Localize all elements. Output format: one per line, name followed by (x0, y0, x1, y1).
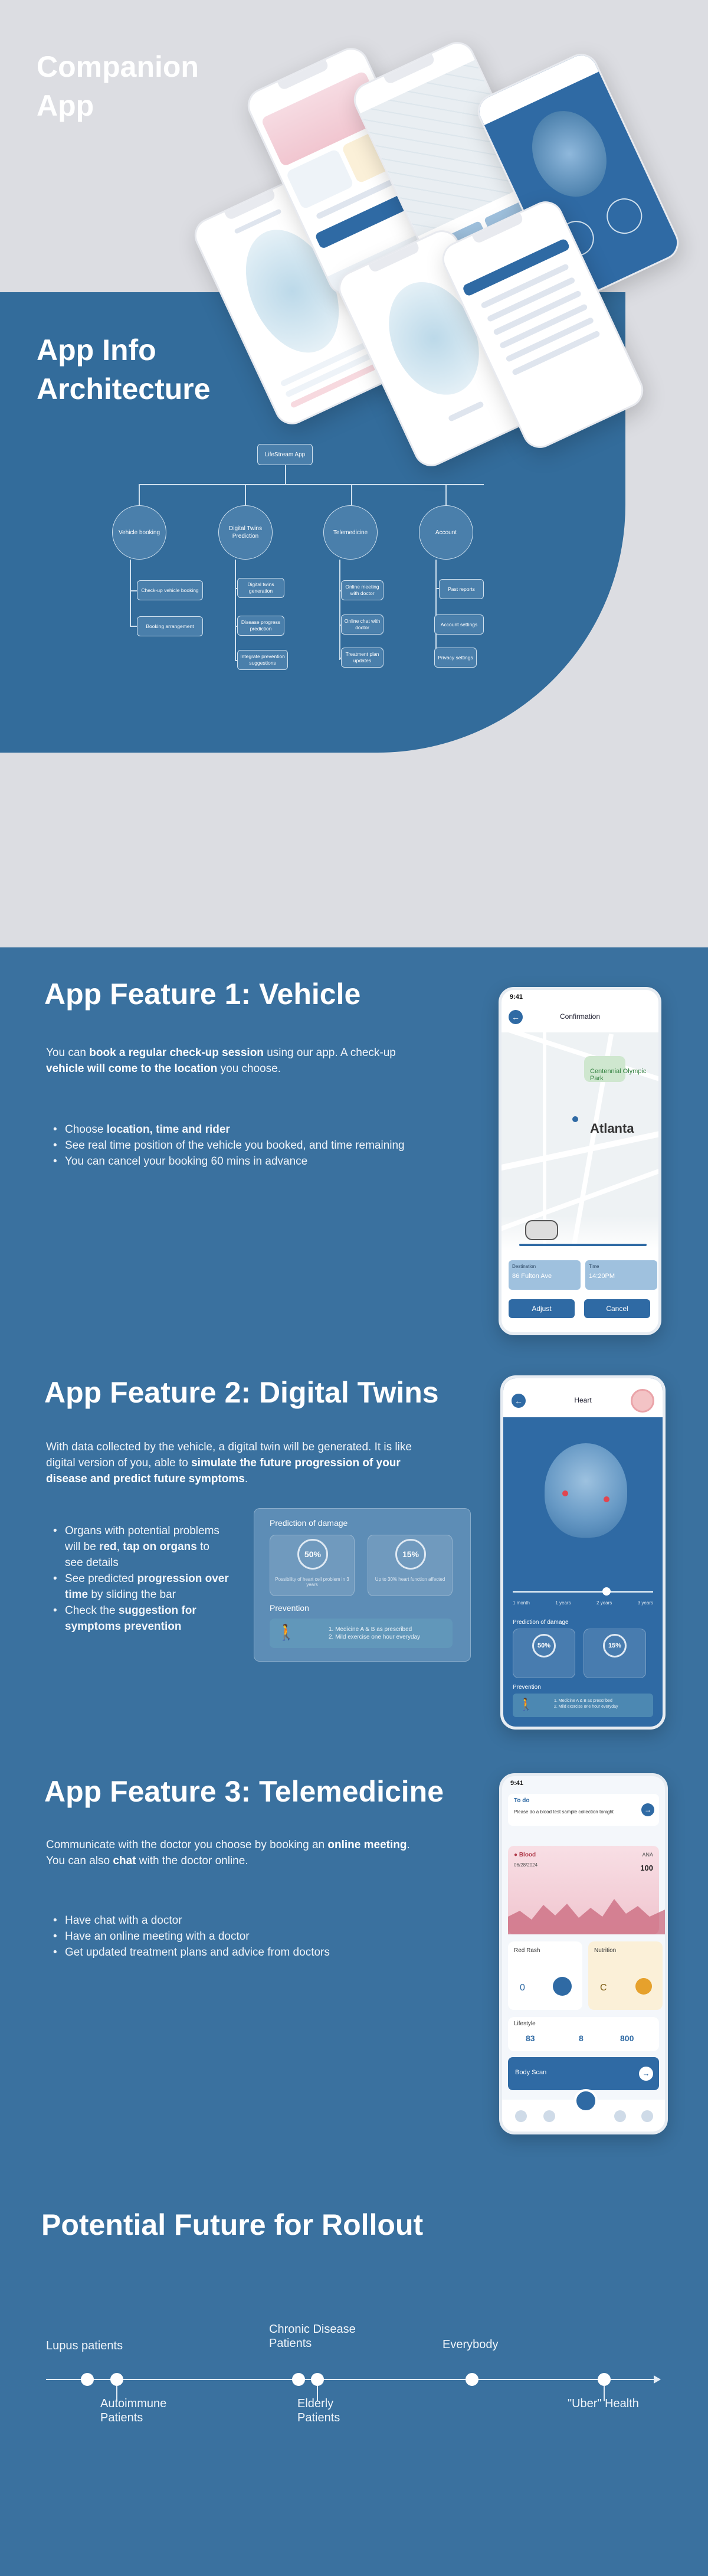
milestone-label: Everybody (442, 2338, 499, 2351)
nav-icon[interactable] (641, 2110, 653, 2122)
ia-leaf: Account settings (434, 614, 484, 635)
milestone-dot (110, 2373, 123, 2386)
ia-node-vehicle-booking: Vehicle booking (112, 505, 166, 560)
ia-root-node: LifeStream App (257, 444, 313, 465)
milestone-label: Lupus patients (46, 2339, 123, 2352)
milestone-label: Elderly Patients (297, 2397, 340, 2424)
face-icon (553, 1977, 572, 1996)
nav-icon[interactable] (543, 2110, 555, 2122)
heart-3d-model[interactable] (545, 1443, 627, 1538)
walking-icon: 🚶 (519, 1698, 533, 1711)
damage-percent-ring: 50% (297, 1539, 328, 1570)
ia-node-account: Account (419, 505, 473, 560)
prevention-box: 🚶 1. Medicine A & B as prescribed 2. Mild exercise one hour everyday (513, 1694, 653, 1717)
milestone-dot (292, 2373, 305, 2386)
list-item: • Check the suggestion for symptoms prevention (46, 1603, 229, 1634)
home-car-icon[interactable] (574, 2089, 598, 2113)
prevention-heading: Prevention (270, 1603, 309, 1613)
bottom-nav (502, 2100, 665, 2132)
damage-percent-ring: 15% (395, 1539, 426, 1570)
blood-trend-chart (508, 1887, 665, 1934)
arrow-right-icon[interactable]: → (639, 2067, 653, 2081)
slider-handle[interactable] (602, 1587, 611, 1596)
ia-leaf: Check-up vehicle booking (137, 580, 203, 600)
status-bar-time: 9:41 (510, 993, 523, 1001)
body-scan-button[interactable]: Body Scan → (508, 2057, 659, 2090)
milestone-dot (81, 2373, 94, 2386)
vehicle-phone-screen (499, 987, 661, 1335)
nutrition-card[interactable]: Nutrition C (588, 1941, 663, 2010)
map-city-label: Atlanta (590, 1121, 634, 1136)
milestone-label: "Uber" Health (568, 2397, 639, 2410)
ia-leaf: Past reports (439, 579, 484, 599)
prediction-tile: 15% (584, 1629, 646, 1678)
list-item: • You can cancel your booking 60 mins in advance (46, 1153, 412, 1169)
feature3-title: App Feature 3: Telemedicine (44, 1775, 444, 1808)
prediction-tile: 50% (513, 1629, 575, 1678)
feature1-bullets (46, 1122, 412, 1169)
ia-leaf: Booking arrangement (137, 616, 203, 636)
destination-field[interactable]: Destination 86 Fulton Ave (509, 1260, 581, 1290)
prediction-card (254, 1508, 471, 1662)
time-field[interactable]: Time 14:20PM (585, 1260, 657, 1290)
milestone-label: Chronic Disease Patients (269, 2323, 356, 2350)
list-item: • Get updated treatment plans and advice from doctors (46, 1944, 412, 1960)
red-rash-card[interactable]: Red Rash 0 (508, 1941, 582, 2010)
back-arrow-icon[interactable]: ← (512, 1394, 526, 1408)
orange-icon (635, 1978, 652, 1995)
map-park-label: Centennial Olympic Park (590, 1068, 647, 1082)
rollout-title: Potential Future for Rollout (41, 2208, 424, 2241)
heart-phone-screen: ← Heart 1 month 1 years 2 years 3 years Prediction of damage 50% 15% Prevention 🚶 1. Medicine A & B as prescribed 2. Mild exercise one hour everyday (500, 1375, 666, 1730)
list-item: • Choose location, time and rider (46, 1122, 412, 1137)
list-item: • Organs with potential problems will be red, tap on organs to see details (46, 1523, 229, 1571)
screen-header: Heart (574, 1396, 592, 1404)
prediction-tile: 15% Up to 30% heart function affected (368, 1535, 453, 1596)
milestone-dot (311, 2373, 324, 2386)
feature1-title: App Feature 1: Vehicle (44, 978, 361, 1011)
vehicle-map[interactable] (502, 1032, 658, 1251)
timeline-arrow-icon (654, 2375, 661, 2384)
todo-card[interactable]: To do Please do a blood test sample collection tonight → (508, 1794, 659, 1826)
list-item: • See predicted progression over time by sliding the bar (46, 1571, 229, 1603)
ia-leaf: Disease progress prediction (237, 616, 284, 636)
ia-title: App Info Architecture (37, 334, 211, 406)
nav-icon[interactable] (614, 2110, 626, 2122)
cancel-button[interactable]: Cancel (584, 1299, 650, 1318)
ia-node-digital-twins: Digital Twins Prediction (218, 505, 273, 560)
list-item: • Have an online meeting with a doctor (46, 1928, 412, 1944)
ia-leaf: Treatment plan updates (341, 648, 384, 668)
nav-icon[interactable] (515, 2110, 527, 2122)
ia-leaf: Integrate prevention suggestions (237, 650, 288, 670)
hero-section (0, 0, 708, 947)
blood-drop-icon: ● Blood (514, 1852, 536, 1858)
phone-mockups-cluster (195, 35, 702, 460)
blood-card[interactable]: ● Blood 06/28/2024 ANA 100 (508, 1846, 659, 1934)
back-arrow-icon[interactable]: ← (509, 1010, 523, 1024)
prediction-tile: 50% Possibility of heart cell problem in 3 years (270, 1535, 355, 1596)
milestone-dot (598, 2373, 611, 2386)
vehicle-icon (525, 1220, 558, 1240)
screen-header: Confirmation (559, 1012, 601, 1021)
adjust-button[interactable]: Adjust (509, 1299, 575, 1318)
arrow-right-icon[interactable]: → (641, 1803, 654, 1816)
ia-leaf: Online chat with doctor (341, 614, 384, 635)
location-pin-icon (572, 1116, 578, 1122)
milestone-label: Autoimmune Patients (100, 2397, 167, 2424)
walking-icon: 🚶 (277, 1623, 296, 1641)
feature3-bullets (46, 1913, 412, 1960)
milestone-dot (466, 2373, 478, 2386)
companion-app-title: Companion App (37, 50, 199, 122)
feature3-description: Communicate with the doctor you choose by booking an online meeting. You can also chat with the doctor online. (46, 1839, 410, 1867)
list-item: • Have chat with a doctor (46, 1913, 412, 1928)
ia-leaf: Online meeting with doctor (341, 580, 384, 600)
feature1-description: You can book a regular check-up session using our app. A check-up vehicle will come to the location you choose. (46, 1047, 396, 1075)
ia-leaf: Digital twins generation (237, 578, 284, 598)
prediction-card-title: Prediction of damage (270, 1518, 348, 1528)
feature2-title: App Feature 2: Digital Twins (44, 1376, 439, 1409)
ia-leaf: Privacy settings (434, 648, 477, 668)
prevention-box: 🚶 1. Medicine A & B as prescribed 2. Mild exercise one hour everyday (270, 1619, 453, 1648)
feature2-bullets (46, 1523, 229, 1634)
list-item: • See real time position of the vehicle you booked, and time remaining (46, 1137, 412, 1153)
telemedicine-phone-screen: 9:41 To do Please do a blood test sample collection tonight → ● Blood 06/28/2024 ANA 100 Red Rash 0 Nutrition C Lifestyle 83 8 800 Body Scan → (499, 1773, 668, 2134)
timeline-slider[interactable] (513, 1591, 653, 1593)
avatar[interactable] (631, 1389, 654, 1413)
rollout-timeline (46, 2379, 660, 2380)
ia-node-telemedicine: Telemedicine (323, 505, 378, 560)
feature2-description: With data collected by the vehicle, a digital twin will be generated. It is like digital version of you, able to simulate the future progression of your disease and predict future symptoms. (46, 1441, 412, 1485)
lifestyle-card[interactable]: Lifestyle 83 8 800 (508, 2017, 659, 2051)
